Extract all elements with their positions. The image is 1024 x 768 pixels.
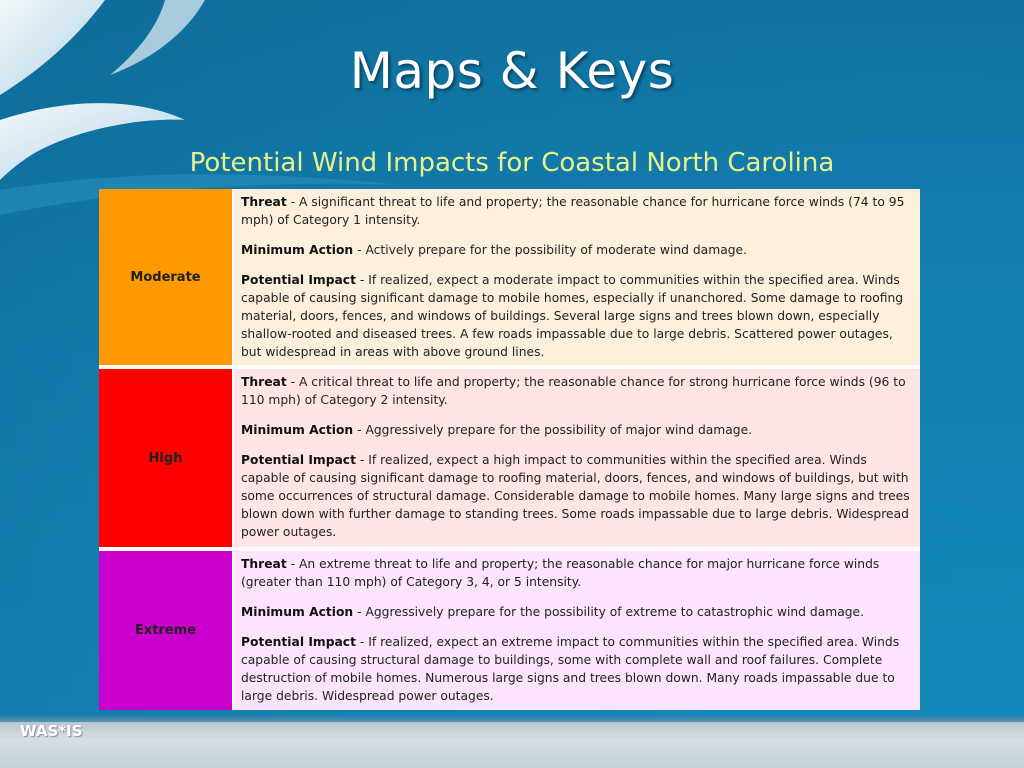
was-is-logo: WAS*IS [20, 722, 83, 740]
level-moderate: Moderate [99, 189, 232, 365]
threat-description: - A critical threat to life and property; the reasonable chance for strong hurricane force winds (96 to 110 mph) of Category 2 intensity. [241, 375, 906, 407]
impact-text [241, 271, 914, 361]
impact-label: Potential Impact [241, 273, 356, 287]
threat-text [241, 193, 914, 229]
impact-description: - If realized, expect an extreme impact to communities within the specified area. Winds capable of causing structural damage to buildings, some with complete wall and roof failures. Complete destruction of mobile homes. Numerous large signs and trees blown down. Many roads impassable due to large debris. Widespread power outages. [241, 635, 900, 703]
threat-description: - An extreme threat to life and property; the reasonable chance for major hurricane force winds (greater than 110 mph) of Category 3, 4, or 5 intensity. [241, 557, 880, 589]
threat-description: - A significant threat to life and property; the reasonable chance for hurricane force winds (74 to 95 mph) of Category 1 intensity. [241, 195, 905, 227]
level-high: High [99, 369, 232, 547]
table-row-extreme [99, 551, 920, 710]
impact-label: Potential Impact [241, 635, 356, 649]
description-extreme [234, 551, 920, 710]
wind-impact-table [99, 189, 920, 710]
action-label: Minimum Action [241, 243, 354, 257]
footer-band [0, 722, 1024, 768]
action-text [241, 603, 914, 621]
impact-description: - If realized, expect a moderate impact to communities within the specified area. Winds capable of causing significant damage to mobile homes, especially if unanchored. Some damage to roofing material, doors, fences, and windows of buildings. Several large signs and trees blown down, especially shallow-rooted and diseased trees. A few roads impassable due to large debris. Scattered power outages, but widespread in areas with above ground lines. [241, 273, 904, 359]
action-text [241, 241, 914, 259]
action-description: - Actively prepare for the possibility of moderate wind damage. [353, 243, 748, 257]
threat-label: Threat [241, 557, 287, 571]
threat-text [241, 373, 914, 409]
threat-text [241, 555, 914, 591]
threat-label: Threat [241, 195, 287, 209]
action-label: Minimum Action [241, 423, 354, 437]
level-extreme: Extreme [99, 551, 232, 710]
impact-description: - If realized, expect a high impact to communities within the specified area. Winds capable of causing significant damage to roofing material, doors, fences, and windows of buildings, but with some occurrences of structural damage. Considerable damage to mobile homes. Many large signs and trees blown down with further damage to standing trees. Some roads impassable due to large debris. Widespread power outages. [241, 453, 910, 539]
action-description: - Aggressively prepare for the possibility of major wind damage. [353, 423, 753, 437]
action-label: Minimum Action [241, 605, 354, 619]
threat-label: Threat [241, 375, 287, 389]
table-row-moderate [99, 189, 920, 365]
impact-label: Potential Impact [241, 453, 356, 467]
table-row-high [99, 369, 920, 547]
action-text [241, 421, 914, 439]
description-high [234, 369, 920, 547]
impact-text [241, 633, 914, 705]
description-moderate [234, 189, 920, 365]
slide-subtitle: Potential Wind Impacts for Coastal North Carolina [189, 148, 835, 178]
impact-text [241, 451, 914, 541]
action-description: - Aggressively prepare for the possibility of extreme to catastrophic wind damage. [353, 605, 865, 619]
slide-title: Maps & Keys [349, 42, 675, 100]
